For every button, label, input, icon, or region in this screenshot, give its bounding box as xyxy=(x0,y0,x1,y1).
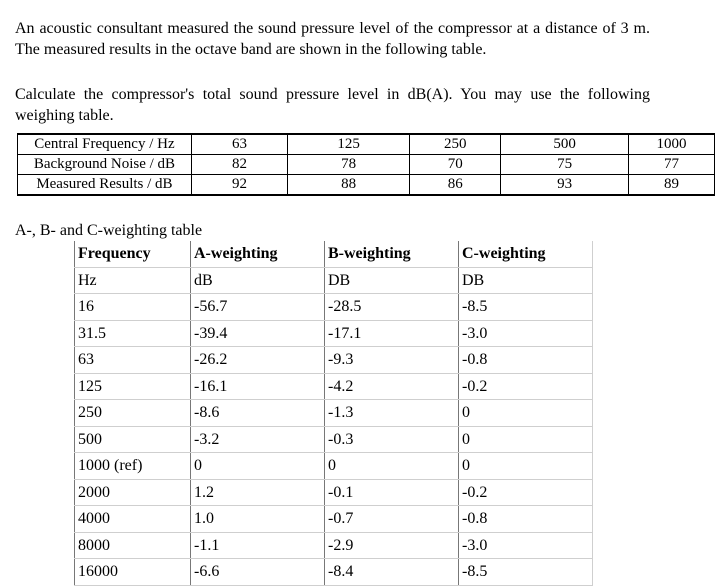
table-cell: 88 xyxy=(288,175,410,196)
measurement-table xyxy=(17,133,715,196)
table-cell: 63 xyxy=(191,134,287,155)
table-cell: 78 xyxy=(288,155,410,175)
table-cell: 0 xyxy=(459,400,593,427)
table-cell: -17.1 xyxy=(325,320,459,347)
table-cell: -0.3 xyxy=(325,426,459,453)
table-cell: 125 xyxy=(288,134,410,155)
table-cell: 2000 xyxy=(75,479,191,506)
problem-paragraph-2 xyxy=(15,84,650,126)
table-cell: 93 xyxy=(501,175,629,196)
table-cell: -4.2 xyxy=(325,373,459,400)
table-cell: -3.2 xyxy=(191,426,325,453)
table-row xyxy=(75,320,593,347)
problem-paragraph-1-text: An acoustic consultant measured the sound pressure level of the compressor at a distance of 3 m. The measured results in the octave band are shown in the following xyxy=(15,20,650,58)
table-cell: 500 xyxy=(75,426,191,453)
table-cell: 63 xyxy=(75,347,191,374)
table-cell: -0.1 xyxy=(325,479,459,506)
problem-paragraph-1-end: table. xyxy=(451,41,487,58)
table-cell: 16000 xyxy=(75,559,191,586)
table-cell: 75 xyxy=(501,155,629,175)
table-cell: -6.6 xyxy=(191,559,325,586)
row-label: Central Frequency / Hz xyxy=(18,134,192,155)
weighting-table-caption: A-, B- and C-weighting table xyxy=(15,222,203,239)
unit-cell: Hz xyxy=(75,267,191,294)
table-header-row xyxy=(75,241,593,267)
unit-cell: DB xyxy=(325,267,459,294)
table-row xyxy=(75,559,593,586)
table-cell: -3.0 xyxy=(459,320,593,347)
table-cell: -56.7 xyxy=(191,294,325,321)
table-cell: 1000 (ref) xyxy=(75,453,191,480)
table-cell: 250 xyxy=(410,134,501,155)
table-cell: 82 xyxy=(191,155,287,175)
table-row xyxy=(75,479,593,506)
table-row xyxy=(75,347,593,374)
table-cell: 70 xyxy=(410,155,501,175)
column-header: Frequency xyxy=(75,241,191,267)
table-cell: -0.8 xyxy=(459,347,593,374)
table-cell: 0 xyxy=(191,453,325,480)
table-row xyxy=(75,506,593,533)
column-header: C-weighting xyxy=(459,241,593,267)
table-cell: 16 xyxy=(75,294,191,321)
table-cell: 500 xyxy=(501,134,629,155)
table-cell: -3.0 xyxy=(459,532,593,559)
table-cell: -39.4 xyxy=(191,320,325,347)
table-row xyxy=(75,400,593,427)
table-cell: -8.4 xyxy=(325,559,459,586)
table-cell: -16.1 xyxy=(191,373,325,400)
problem-paragraph-1 xyxy=(15,18,650,60)
column-header: A-weighting xyxy=(191,241,325,267)
table-cell: -0.7 xyxy=(325,506,459,533)
table-cell: -8.5 xyxy=(459,294,593,321)
table-row xyxy=(18,155,715,175)
table-cell: -8.6 xyxy=(191,400,325,427)
table-cell: 125 xyxy=(75,373,191,400)
table-cell: 86 xyxy=(410,175,501,196)
table-cell: -0.2 xyxy=(459,479,593,506)
table-cell: -8.5 xyxy=(459,559,593,586)
table-cell: 250 xyxy=(75,400,191,427)
table-cell: 0 xyxy=(325,453,459,480)
table-cell: -0.8 xyxy=(459,506,593,533)
table-cell: 0 xyxy=(459,426,593,453)
weighting-table xyxy=(74,241,593,586)
table-units-row xyxy=(75,267,593,294)
table-row xyxy=(18,134,715,155)
table-cell: -9.3 xyxy=(325,347,459,374)
column-header: B-weighting xyxy=(325,241,459,267)
table-cell: -0.2 xyxy=(459,373,593,400)
table-cell: -2.9 xyxy=(325,532,459,559)
problem-paragraph-2-text: Calculate the compressor's total sound pressure level in dB(A). You may use the xyxy=(15,86,580,103)
table-cell: 1.0 xyxy=(191,506,325,533)
table-row xyxy=(75,294,593,321)
table-cell: 77 xyxy=(628,155,714,175)
table-row xyxy=(75,453,593,480)
table-row xyxy=(18,175,715,196)
table-cell: 4000 xyxy=(75,506,191,533)
unit-cell: DB xyxy=(459,267,593,294)
row-label: Measured Results / dB xyxy=(18,175,192,196)
table-cell: 92 xyxy=(191,175,287,196)
table-cell: 89 xyxy=(628,175,714,196)
table-cell: -26.2 xyxy=(191,347,325,374)
table-cell: 1000 xyxy=(628,134,714,155)
table-cell: 1.2 xyxy=(191,479,325,506)
table-cell: -1.1 xyxy=(191,532,325,559)
table-row xyxy=(75,532,593,559)
table-cell: 0 xyxy=(459,453,593,480)
table-cell: -1.3 xyxy=(325,400,459,427)
table-cell: 31.5 xyxy=(75,320,191,347)
table-cell: -28.5 xyxy=(325,294,459,321)
unit-cell: dB xyxy=(191,267,325,294)
table-row xyxy=(75,373,593,400)
problem-paragraph-2-end: following weighing table. xyxy=(15,86,650,124)
row-label: Background Noise / dB xyxy=(18,155,192,175)
table-row xyxy=(75,426,593,453)
table-cell: 8000 xyxy=(75,532,191,559)
